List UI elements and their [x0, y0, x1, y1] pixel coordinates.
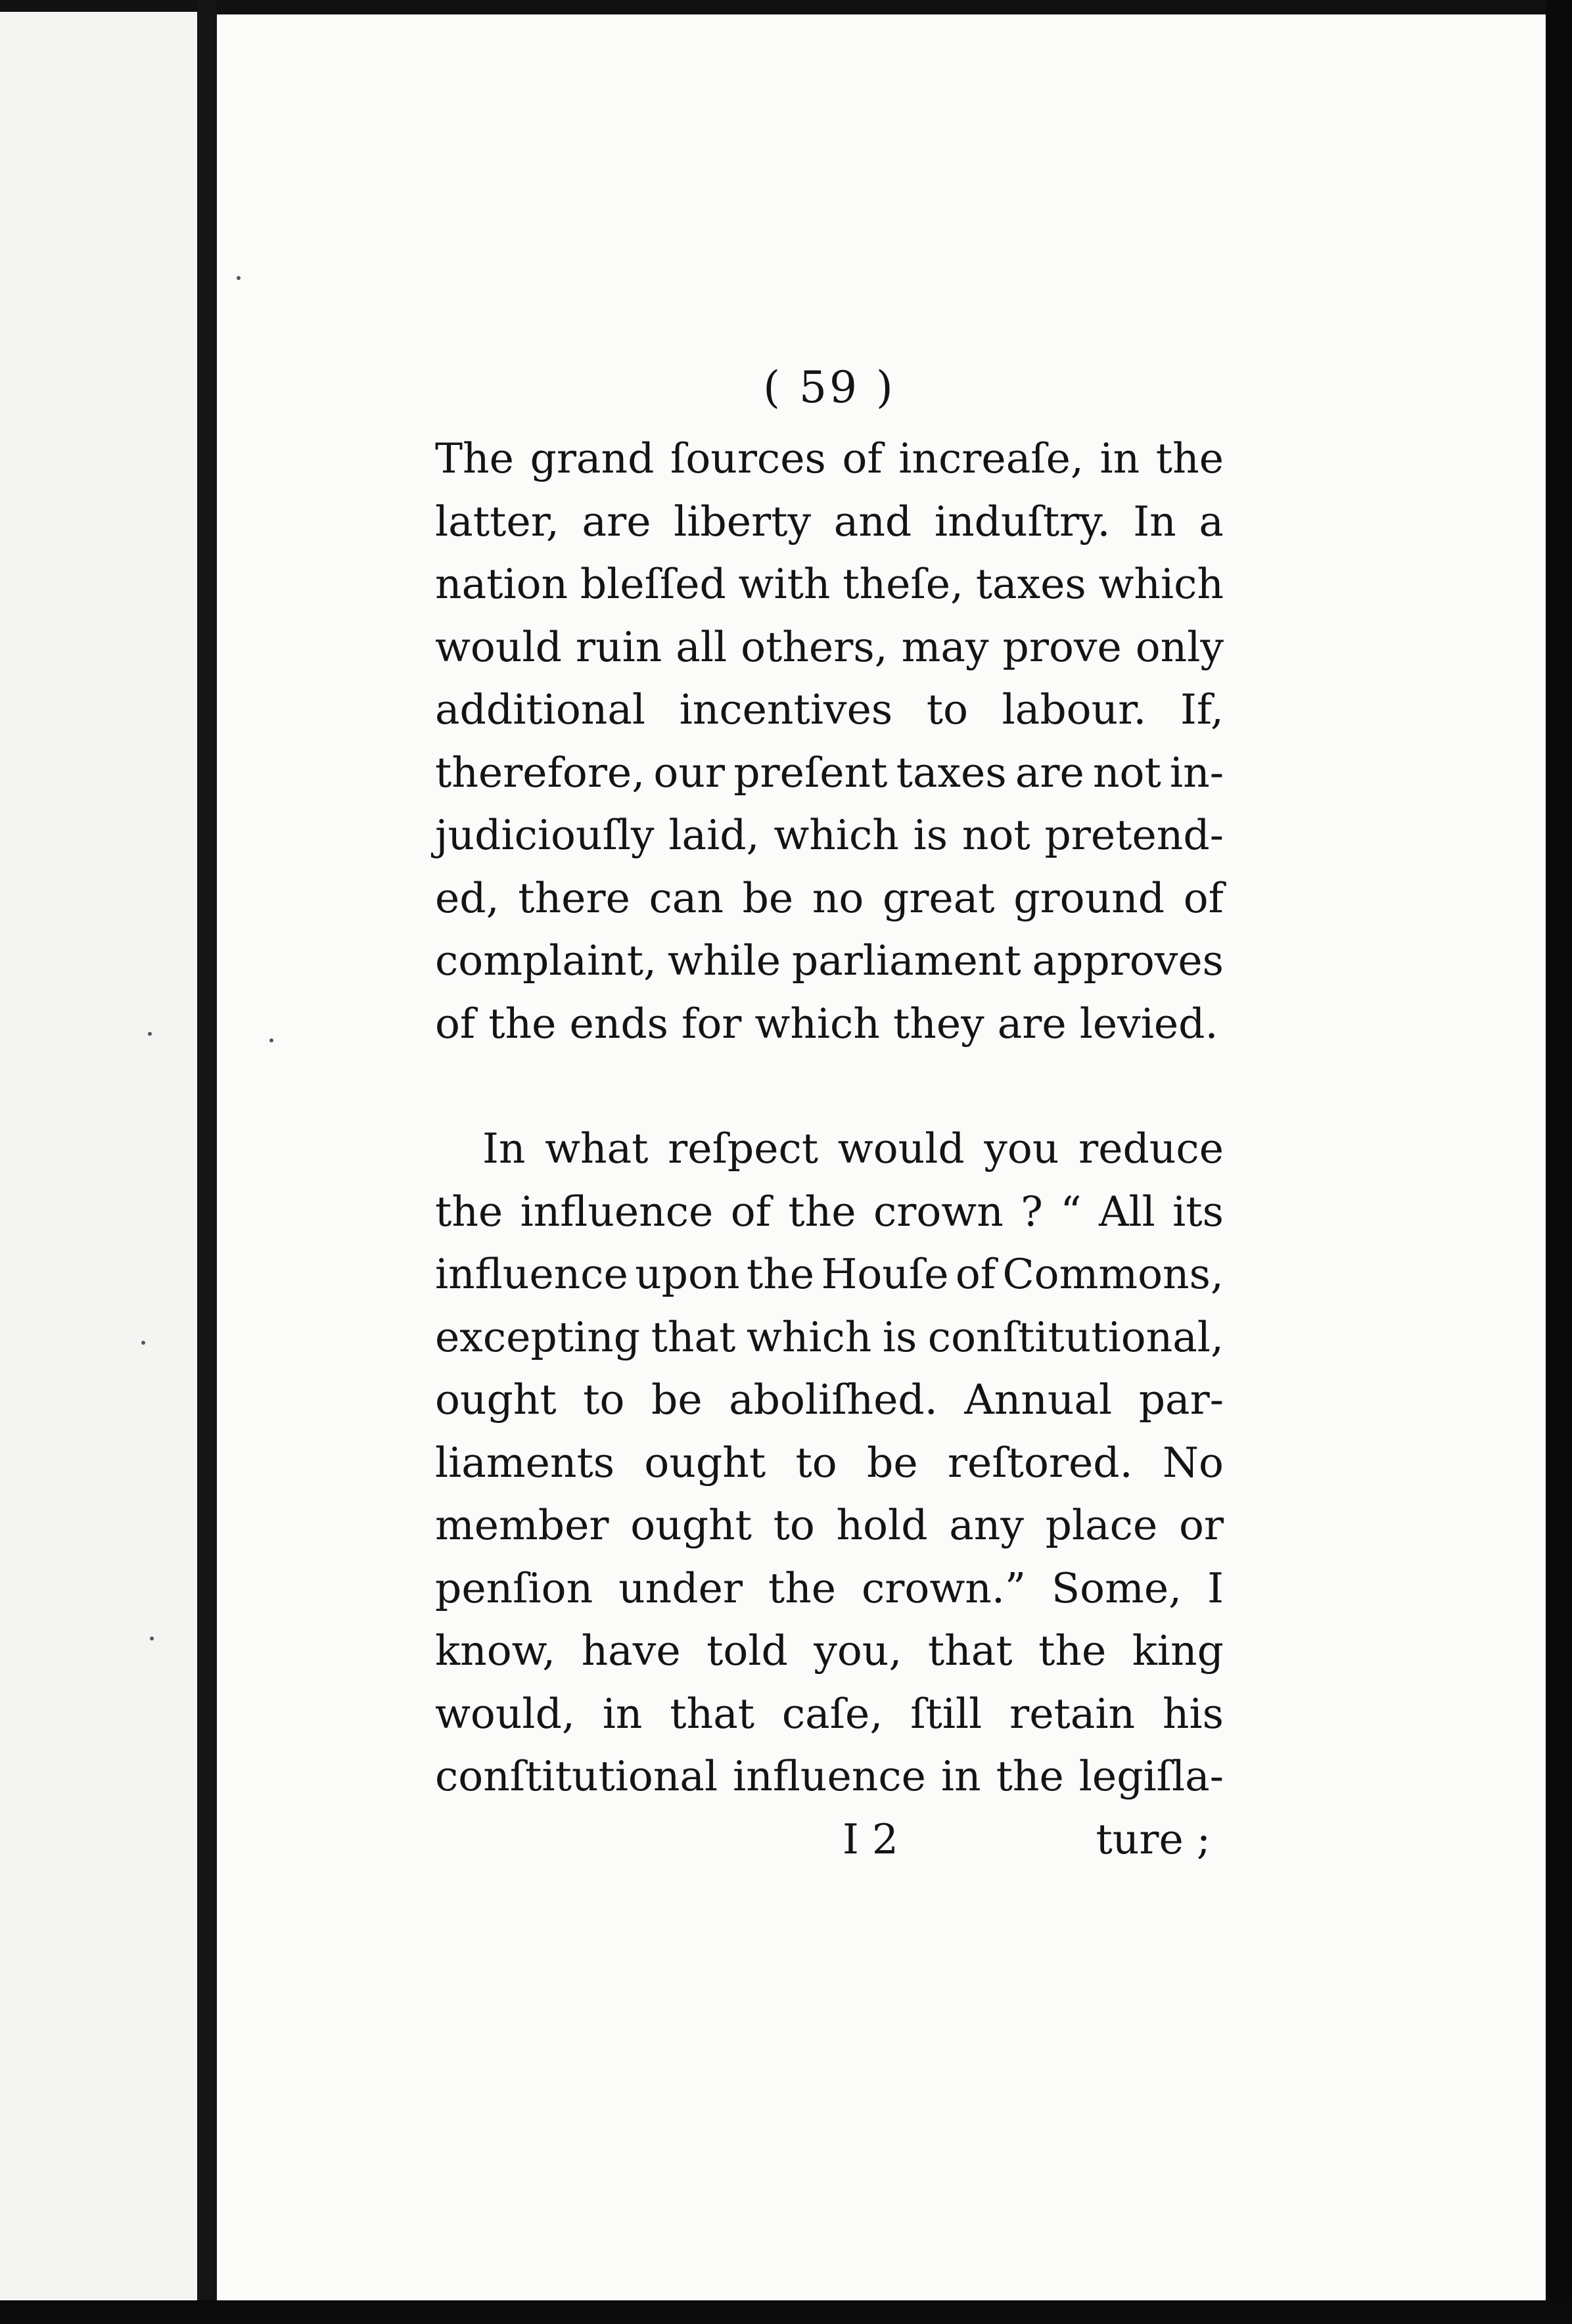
text-line: member ought to hold any place or	[435, 1501, 1224, 1549]
text-line: additional incentives to labour. If,	[435, 686, 1224, 733]
paper-speck	[269, 1038, 273, 1042]
paragraph-gap	[435, 1055, 1224, 1117]
text-line: nation bleſſed with theſe, taxes which	[435, 560, 1224, 608]
text-line: know, have told you, that the king	[435, 1627, 1224, 1675]
book-gutter	[197, 0, 217, 2324]
page-footer	[435, 1808, 1224, 1871]
text-line: latter, are liberty and induſtry. In a	[435, 497, 1224, 546]
text-line: liaments ought to be reſtored. No	[435, 1438, 1224, 1487]
text-line: influence upon the Houſe of Commons,	[435, 1250, 1224, 1298]
text-line: In what reſpect would you reduce	[482, 1125, 1224, 1173]
bottom-page-border	[0, 2300, 1572, 2324]
paper-speck	[148, 1032, 152, 1036]
text-line: therefore, our preſent taxes are not in-	[435, 748, 1224, 797]
page-text	[435, 355, 1224, 1871]
page-number: ( 59 )	[763, 362, 896, 413]
catchword: ture ;	[1096, 1815, 1211, 1863]
text-line: conſtitutional influence in the legiſla-	[435, 1752, 1224, 1800]
text-line: penſion under the crown.” Some, I	[435, 1564, 1224, 1612]
facing-page-edge	[0, 12, 197, 2306]
paper-speck	[141, 1341, 145, 1345]
text-line: would, in that caſe, ſtill retain his	[435, 1689, 1224, 1738]
paper-speck	[237, 276, 241, 280]
text-line: complaint, while parliament approves	[435, 937, 1224, 985]
text-line: ought to be aboliſhed. Annual par-	[435, 1376, 1224, 1424]
text-line: would ruin all others, may prove only	[435, 622, 1224, 671]
text-line: ed, there can be no great ground of	[435, 873, 1224, 922]
paragraph-2	[435, 1117, 1224, 1808]
paper-speck	[150, 1637, 154, 1640]
text-line: of the ends for which they are levied.	[435, 999, 1218, 1048]
right-page-border	[1546, 0, 1572, 2324]
text-line: The grand ſources of increaſe, in the	[435, 434, 1224, 482]
text-line: excepting that which is conſtitutional,	[435, 1313, 1224, 1361]
paragraph-1	[435, 427, 1224, 1055]
signature-mark: I 2	[843, 1815, 898, 1863]
text-line: the influence of the crown ? “ All its	[435, 1187, 1224, 1236]
text-line: judiciouſly laid, which is not pretend-	[435, 811, 1224, 859]
